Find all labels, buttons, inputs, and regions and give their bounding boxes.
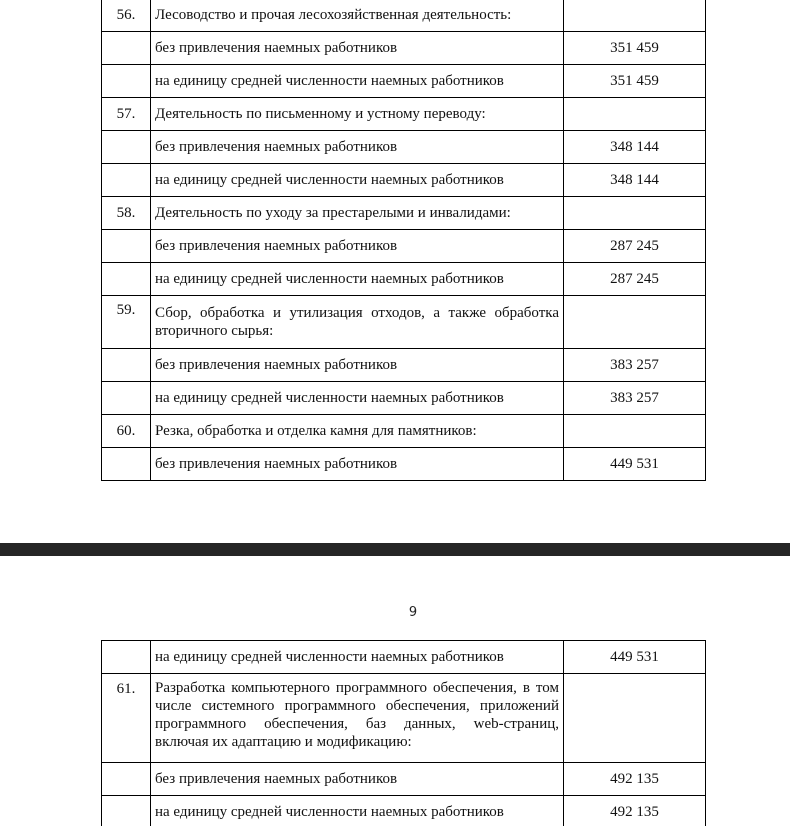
page-separator	[0, 543, 790, 556]
row-number	[102, 230, 151, 263]
row-value	[564, 674, 706, 763]
row-number: 59.	[102, 296, 151, 349]
row-number: 56.	[102, 0, 151, 32]
row-description: на единицу средней численности наемных работников	[151, 641, 564, 674]
row-number	[102, 382, 151, 415]
row-value: 492 135	[564, 763, 706, 796]
row-value: 287 245	[564, 230, 706, 263]
table-row	[102, 263, 706, 296]
tax-rates-table-continued	[101, 640, 706, 826]
row-description: на единицу средней численности наемных работников	[151, 382, 564, 415]
row-description: без привлечения наемных работников	[151, 230, 564, 263]
row-number	[102, 65, 151, 98]
table-row	[102, 296, 706, 349]
table-row	[102, 382, 706, 415]
row-description: Лесоводство и прочая лесохозяйственная деятельность:	[151, 0, 564, 32]
row-number: 58.	[102, 197, 151, 230]
row-number: 57.	[102, 98, 151, 131]
row-value: 351 459	[564, 65, 706, 98]
row-description: на единицу средней численности наемных работников	[151, 796, 564, 826]
row-value: 449 531	[564, 641, 706, 674]
row-number	[102, 763, 151, 796]
table-row	[102, 131, 706, 164]
table-row	[102, 674, 706, 763]
table-row	[102, 98, 706, 131]
table-row	[102, 796, 706, 826]
row-value: 449 531	[564, 448, 706, 481]
row-value: 348 144	[564, 164, 706, 197]
table-row	[102, 641, 706, 674]
table-row	[102, 32, 706, 65]
table-row	[102, 349, 706, 382]
row-number: 61.	[102, 674, 151, 763]
row-number	[102, 32, 151, 65]
row-description: Деятельность по уходу за престарелыми и инвалидами:	[151, 197, 564, 230]
table-row	[102, 65, 706, 98]
row-description: на единицу средней численности наемных работников	[151, 263, 564, 296]
row-value	[564, 296, 706, 349]
row-number	[102, 263, 151, 296]
row-description: без привлечения наемных работников	[151, 448, 564, 481]
row-number	[102, 796, 151, 826]
row-description: без привлечения наемных работников	[151, 131, 564, 164]
row-description: без привлечения наемных работников	[151, 763, 564, 796]
table-row	[102, 763, 706, 796]
row-description: Деятельность по письменному и устному переводу:	[151, 98, 564, 131]
row-description: Резка, обработка и отделка камня для памятников:	[151, 415, 564, 448]
page-number: 9	[408, 605, 418, 620]
table-row	[102, 164, 706, 197]
tax-rates-table	[101, 0, 706, 481]
table-row	[102, 0, 706, 32]
row-description: Сбор, обработка и утилизация отходов, а также обработка вторичного сырья:	[151, 296, 564, 349]
row-value: 383 257	[564, 349, 706, 382]
row-value	[564, 98, 706, 131]
row-number	[102, 448, 151, 481]
row-description: на единицу средней численности наемных работников	[151, 164, 564, 197]
table-row	[102, 415, 706, 448]
row-number: 60.	[102, 415, 151, 448]
row-value	[564, 197, 706, 230]
row-value: 492 135	[564, 796, 706, 826]
document-page-9	[0, 556, 790, 826]
row-description: без привлечения наемных работников	[151, 349, 564, 382]
row-description: Разработка компьютерного программного обеспечения, в том числе системного программного обеспечения, приложений программного обеспечения, баз данных, web-страниц, включая их адаптацию и модификацию:	[151, 674, 564, 763]
row-value: 351 459	[564, 32, 706, 65]
row-value	[564, 415, 706, 448]
row-value: 287 245	[564, 263, 706, 296]
row-description: без привлечения наемных работников	[151, 32, 564, 65]
row-value: 383 257	[564, 382, 706, 415]
table-row	[102, 197, 706, 230]
row-number	[102, 641, 151, 674]
row-number	[102, 131, 151, 164]
row-number	[102, 349, 151, 382]
row-value: 348 144	[564, 131, 706, 164]
row-description: на единицу средней численности наемных работников	[151, 65, 564, 98]
table-row	[102, 448, 706, 481]
table-row	[102, 230, 706, 263]
row-value	[564, 0, 706, 32]
row-number	[102, 164, 151, 197]
